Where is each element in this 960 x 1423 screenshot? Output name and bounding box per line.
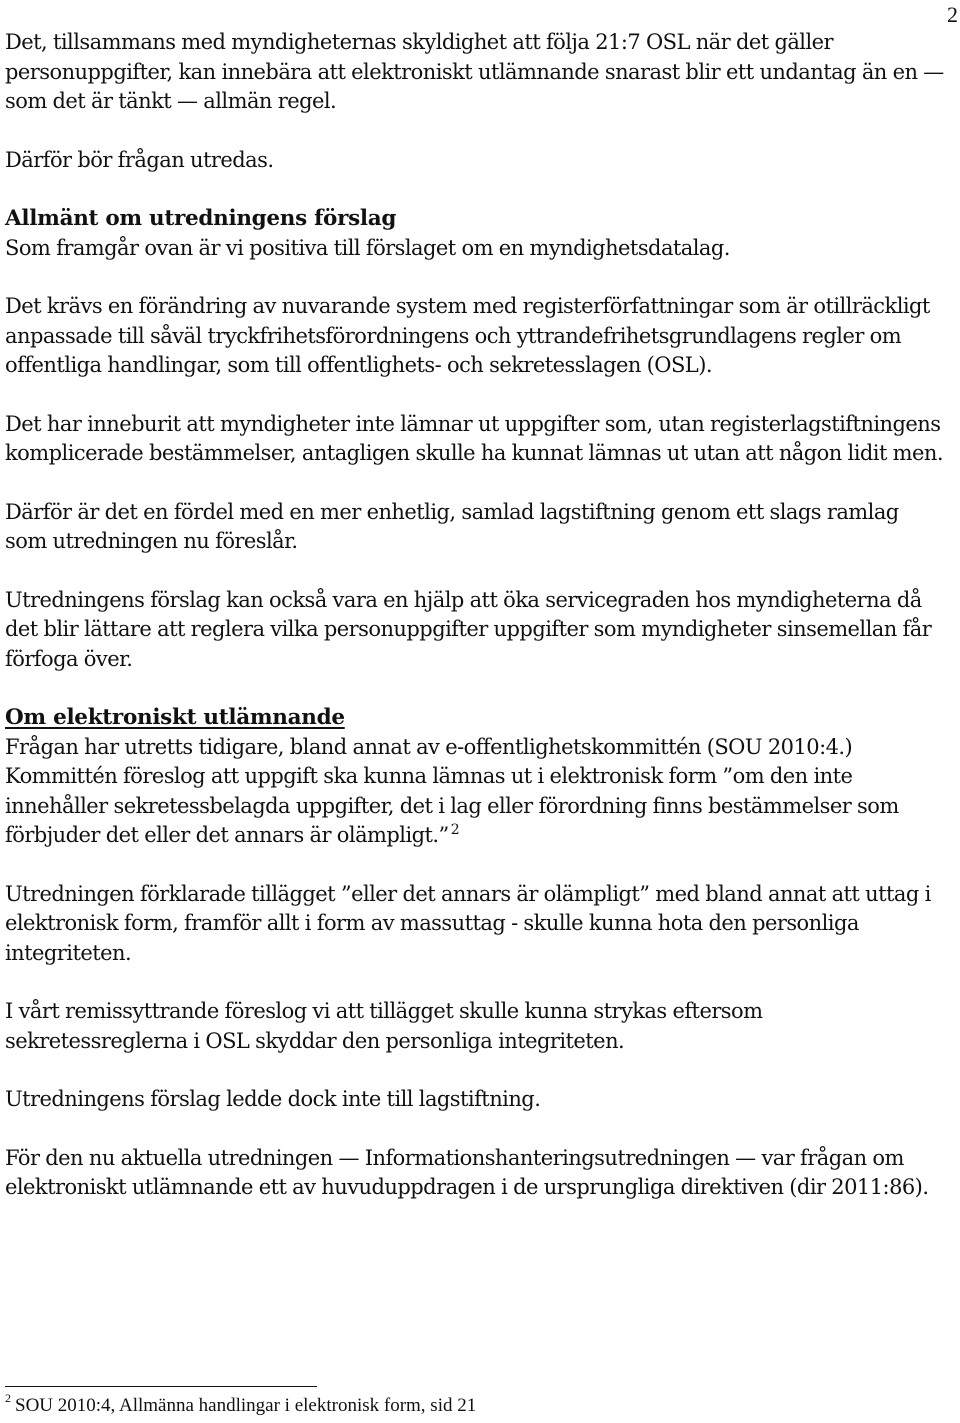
paragraph-referral-response: I vårt remissyttrande föreslog vi att tillägget skulle kunna strykas eftersom sekretessreglerna i OSL skyddar den personliga integriteten.: [5, 999, 763, 1053]
paragraph-no-legislation: Utredningens förslag ledde dock inte till lagstiftning.: [5, 1087, 541, 1111]
paragraph-change-required: Det krävs en förändring av nuvarande system med registerförfattningar som är otillräckligt anpassade till såväl tryckfrihetsförordningens och yttrandefrihetsgrundlagens regler om offentliga handlingar, som till offentlighets- och sekretesslagen (OSL).: [5, 294, 930, 377]
section-heading-general-proposal: Allmänt om utredningens förslag: [5, 206, 397, 231]
document-body: [5, 28, 945, 1232]
paragraph-service-level: Utredningens förslag kan också vara en hjälp att öka servicegraden hos myndigheterna då det blir lättare att reglera vilka personuppgifter uppgifter som myndigheter sinsemellan får förfoga över.: [5, 587, 932, 671]
footnote-marker: 2: [5, 1391, 11, 1405]
section-electronic-disclosure: [5, 703, 945, 851]
section-text-electronic-disclosure-body: Frågan har utretts tidigare, bland annat av e-offentlighetskommittén (SOU 2010:4.) Kommittén föreslog att uppgift ska kunna lämnas ut i elektronisk form ”om den inte innehåller sekretessbelagda uppgifter, det i lag eller förordning finns bestämmelser som förbjuder det eller det annars är olämpligt.”: [5, 734, 899, 847]
footnote-reference: 2: [450, 822, 460, 838]
footnote: [5, 1391, 477, 1418]
paragraph-current-inquiry: För den nu aktuella utredningen — Informationshanteringsutredningen — var frågan om elektroniskt utlämnande ett av huvuduppdragen i de ursprungliga direktiven (dir 2011:86).: [5, 1145, 929, 1199]
paragraph-explanation: Utredningen förklarade tillägget ”eller det annars är olämpligt” med bland annat att uttag i elektronisk form, framför allt i form av massuttag - skulle kunna hota den personliga integriteten.: [5, 881, 931, 965]
section-text-electronic-disclosure: [5, 733, 945, 851]
footnote-divider: [5, 1386, 317, 1387]
paragraph-intro: Det, tillsammans med myndigheternas skyldighet att följa 21:7 OSL när det gäller personuppgifter, kan innebära att elektroniskt utlämnande snarast blir ett undantag än en — som det är tänkt — allmän regel.: [5, 30, 944, 113]
paragraph-investigate: Därför bör frågan utredas.: [5, 147, 274, 172]
section-general-proposal: [5, 204, 945, 263]
section-heading-electronic-disclosure: Om elektroniskt utlämnande: [5, 705, 345, 730]
paragraph-consequence: Det har inneburit att myndigheter inte lämnar ut uppgifter som, utan registerlagstiftningens komplicerade bestämmelser, antagligen skulle ha kunnat lämnas ut utan att någon lidit men.: [5, 411, 944, 465]
page-number: 2: [947, 2, 958, 27]
footnote-text: SOU 2010:4, Allmänna handlingar i elektronisk form, sid 21: [15, 1395, 477, 1416]
section-text-general-proposal: Som framgår ovan är vi positiva till förslaget om en myndighetsdatalag.: [5, 235, 730, 260]
paragraph-framework-law: Därför är det en fördel med en mer enhetlig, samlad lagstiftning genom ett slags ramlag som utredningen nu föreslår.: [5, 499, 899, 553]
